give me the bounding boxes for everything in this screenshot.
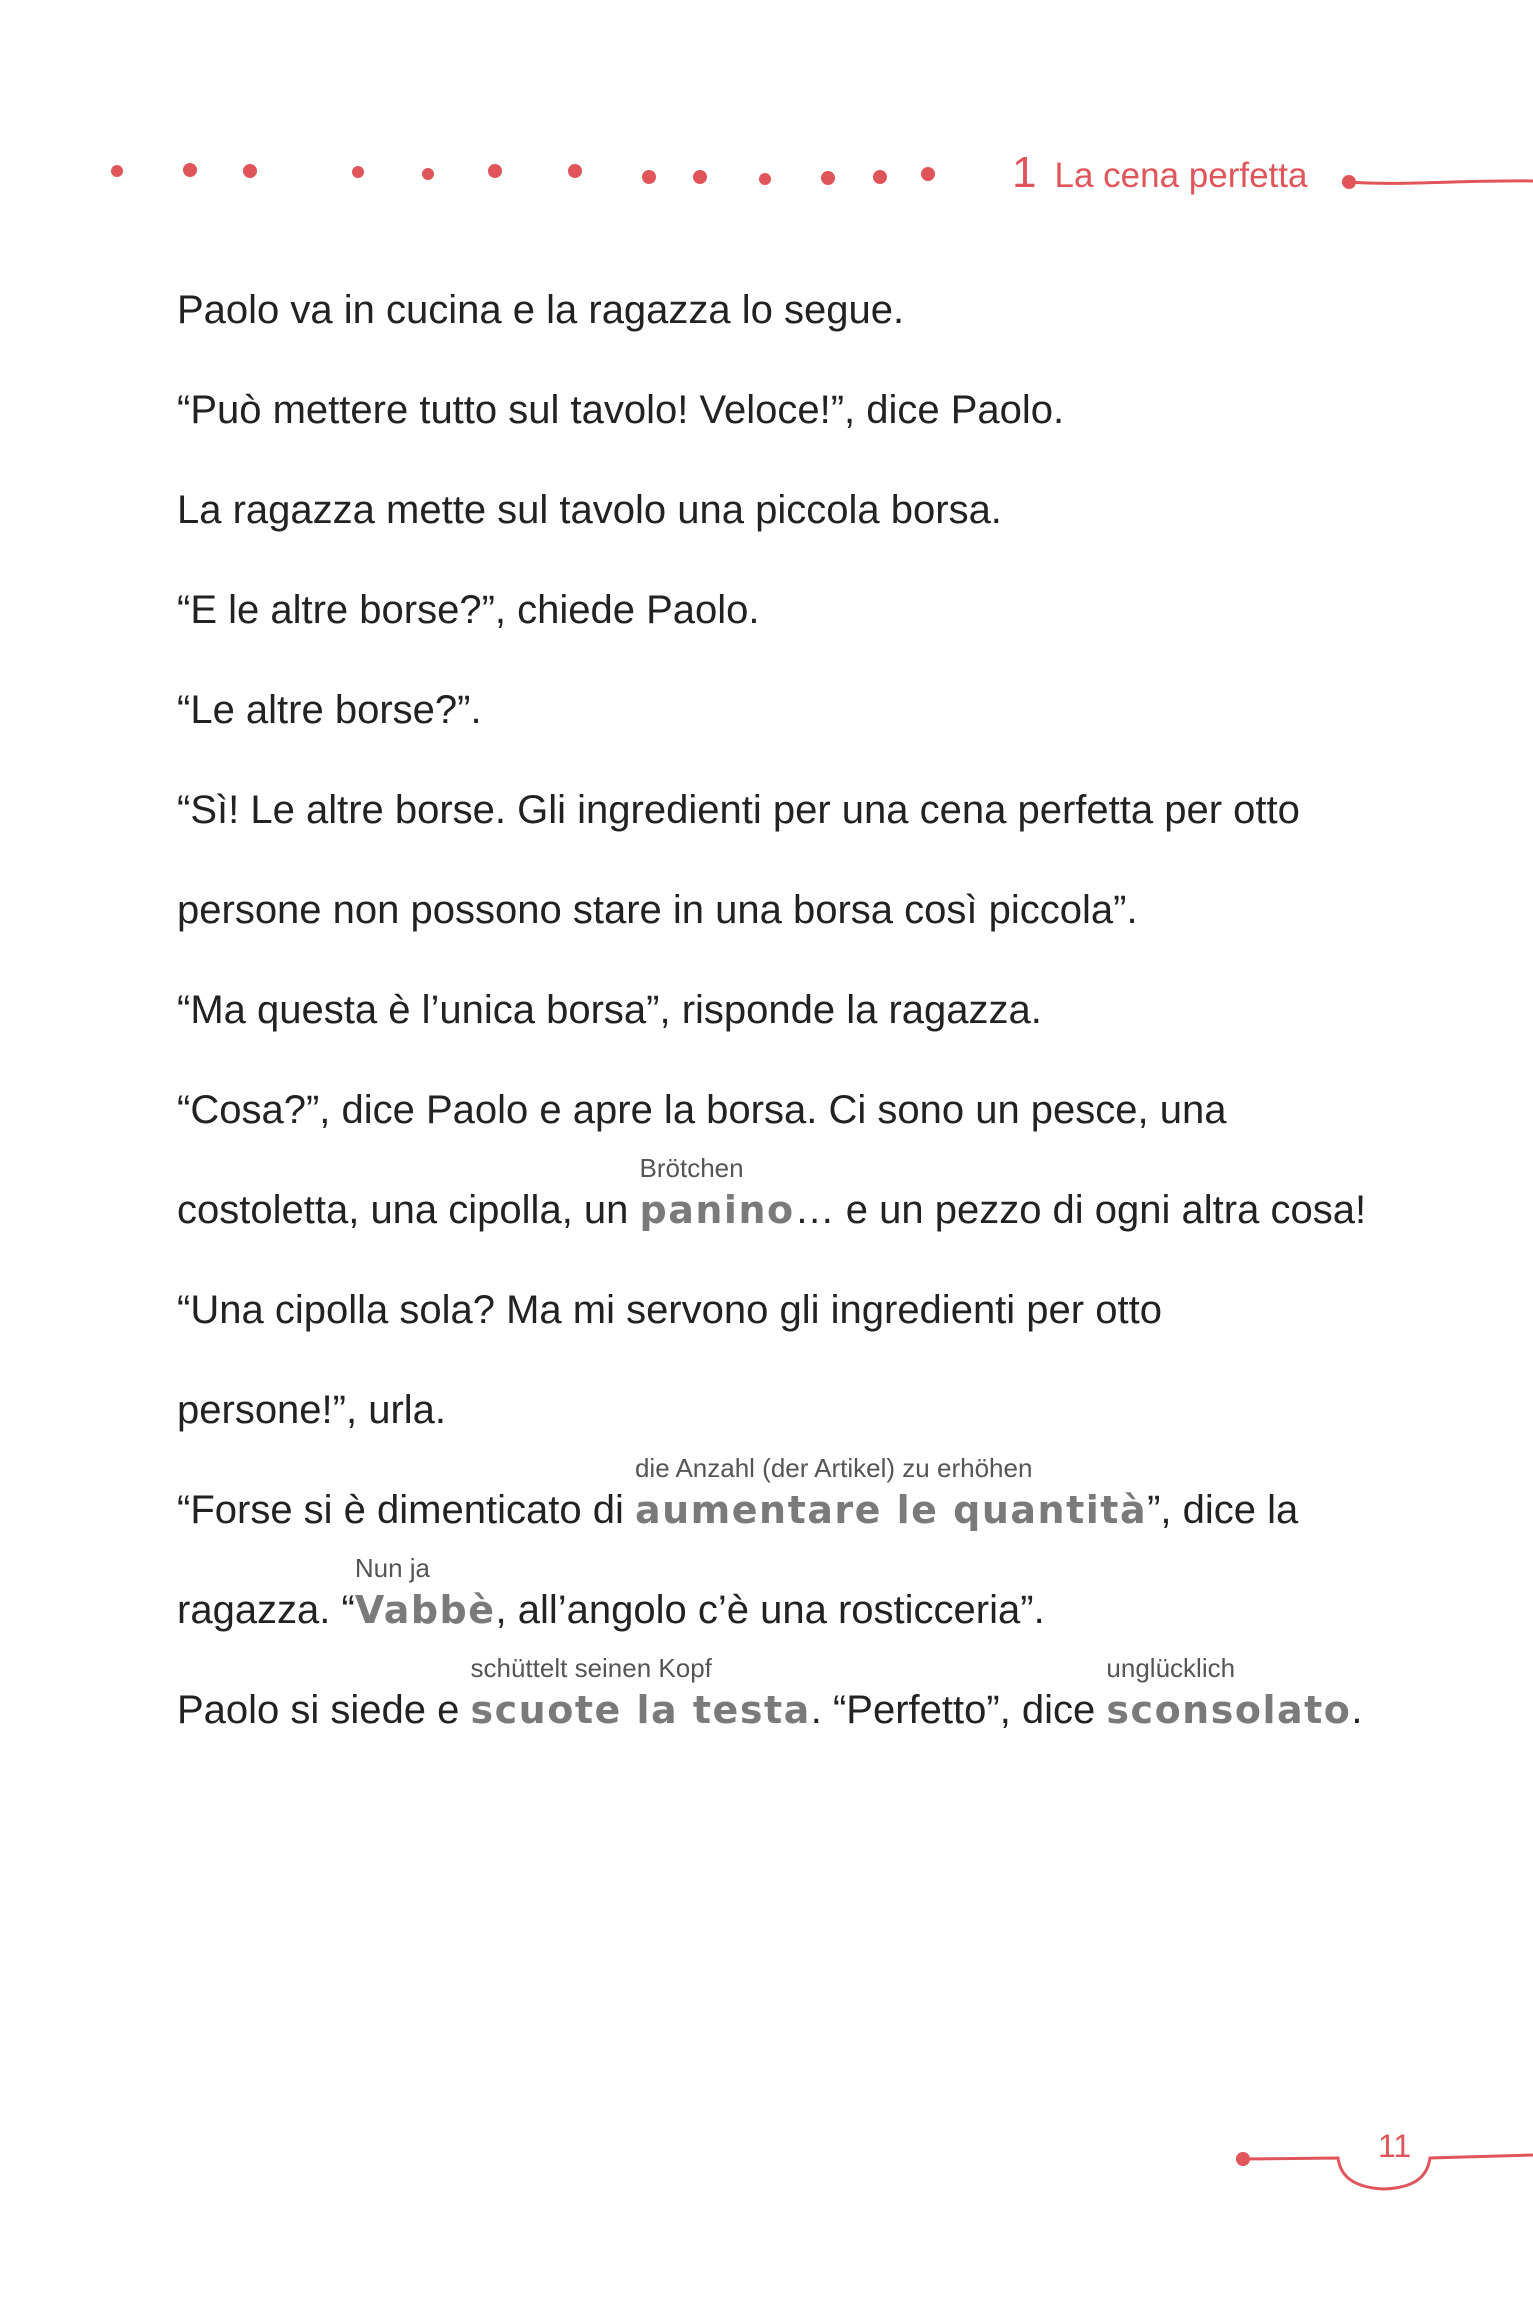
glossed-word-text: scuote la testa (470, 1688, 811, 1732)
text-segment: . (1351, 1688, 1363, 1732)
text-line: “Sì! Le altre borse. Gli ingredienti per una cena perfetta per otto (177, 788, 1300, 832)
glossed-word-text: sconsolato (1106, 1688, 1352, 1732)
chapter-number: 1 (1012, 148, 1037, 197)
glossed-word (354, 1553, 496, 1635)
text-line: persone non possono stare in una borsa così piccola”. (177, 888, 1138, 932)
text-segment: ragazza. “ (177, 1588, 355, 1632)
glossed-word-text: Vabbè (354, 1588, 496, 1632)
gloss-annotation: unglücklich (1106, 1653, 1236, 1683)
text-segment: Paolo si siede e (177, 1688, 471, 1732)
text-line: Paolo va in cucina e la ragazza lo segue. (177, 288, 905, 332)
text-segment: , all’angolo c’è una rosticceria”. (495, 1588, 1045, 1632)
text-segment: . “Perfetto”, dice (810, 1688, 1107, 1732)
text-line: “Ma questa è l’unica borsa”, risponde la ragazza. (177, 988, 1042, 1032)
text-line: “Le altre borse?”. (177, 688, 482, 732)
text-line: “Una cipolla sola? Ma mi servono gli ingredienti per otto (177, 1288, 1162, 1332)
glossed-word-text: aumentare le quantità (634, 1488, 1148, 1532)
chapter-header (1012, 148, 1307, 198)
text-line: “E le altre borse?”, chiede Paolo. (177, 588, 760, 632)
text-segment: … e un pezzo di ogni altra cosa! (794, 1188, 1367, 1232)
glossed-word (639, 1153, 795, 1235)
gloss-annotation: die Anzahl (der Artikel) zu erhöhen (634, 1453, 1033, 1483)
gloss-annotation: Nun ja (354, 1553, 431, 1583)
text-line (177, 1153, 1367, 1235)
text-line: “Può mettere tutto sul tavolo! Veloce!”, dice Paolo. (177, 388, 1065, 432)
glossed-word (634, 1453, 1148, 1535)
chapter-title: La cena perfetta (1054, 156, 1308, 195)
text-line (177, 1453, 1299, 1535)
glossed-word (470, 1653, 811, 1735)
text-segment: ”, dice la (1147, 1488, 1299, 1532)
glossed-word-text: panino (639, 1188, 795, 1232)
text-line (177, 1553, 1045, 1635)
text-line: persone!”, urla. (177, 1388, 447, 1432)
gloss-annotation: Brötchen (639, 1153, 744, 1183)
text-segment: “Forse si è dimenticato di (177, 1488, 635, 1532)
gloss-annotation: schüttelt seinen Kopf (470, 1653, 712, 1683)
text-segment: costoletta, una cipolla, un (177, 1188, 640, 1232)
text-line: “Cosa?”, dice Paolo e apre la borsa. Ci sono un pesce, una (177, 1088, 1227, 1132)
text-line (177, 1653, 1363, 1735)
text-line: La ragazza mette sul tavolo una piccola borsa. (177, 488, 1002, 532)
page-number: 11 (1378, 2128, 1412, 2164)
glossed-word (1106, 1653, 1352, 1735)
